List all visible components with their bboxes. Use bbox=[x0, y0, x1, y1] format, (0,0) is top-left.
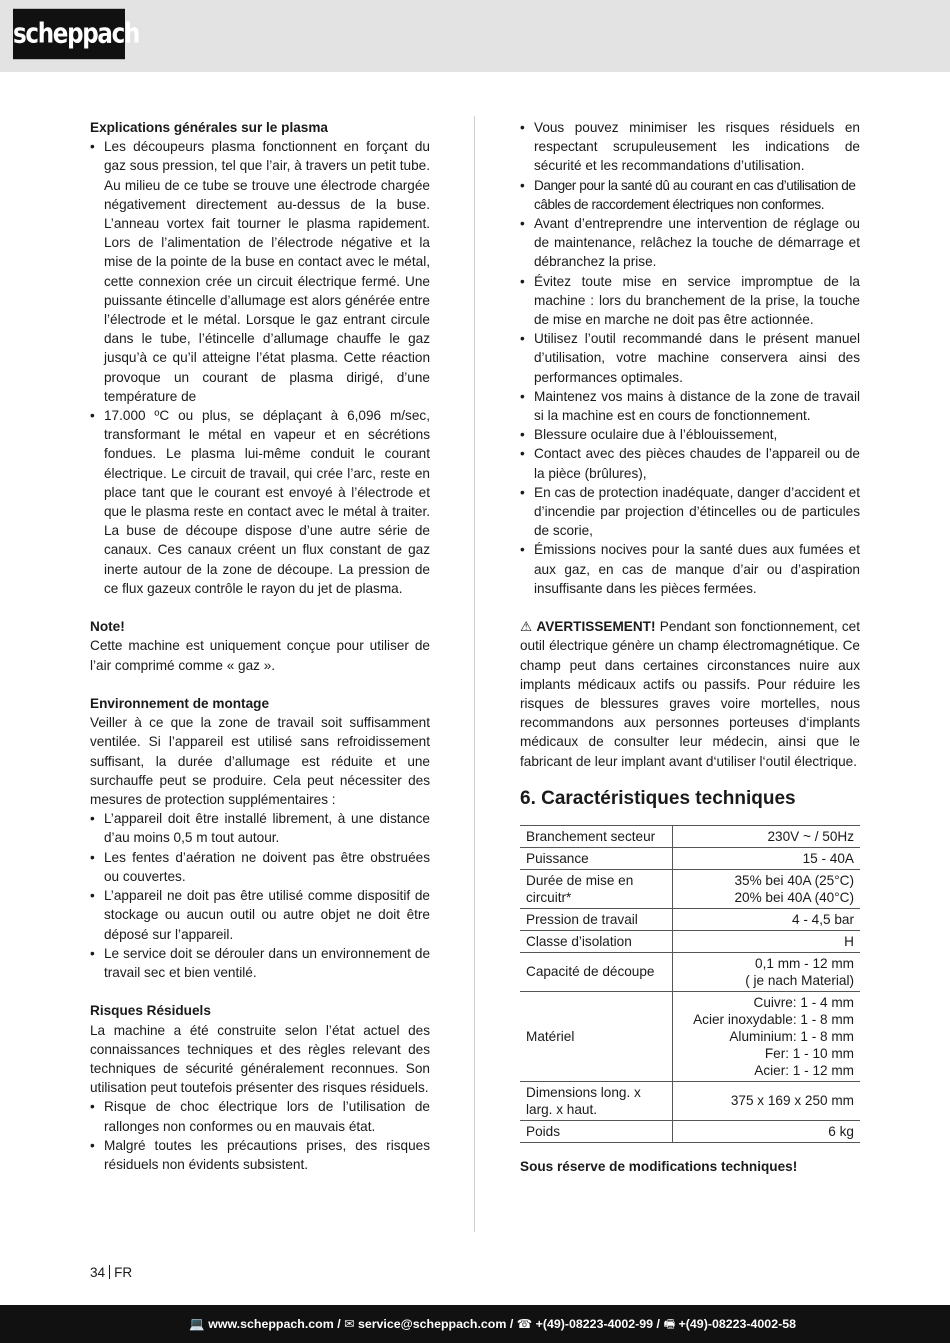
page-language: FR bbox=[114, 1265, 133, 1280]
specs-note: Sous réserve de modifications techniques! bbox=[520, 1158, 798, 1174]
note-title: Note! bbox=[90, 619, 125, 635]
environment-title: Environnement de montage bbox=[90, 696, 270, 712]
list-item: • Maintenez vos mains à distance de la zone de travail si la machine est en cours de fonctionnement. bbox=[520, 387, 860, 425]
footer-email[interactable]: service@scheppach.com bbox=[357, 1317, 507, 1331]
footer-contact: 💻 www.scheppach.com / ✉ service@scheppach.com / ☎ +(49)-08223-4002-99 / 🖷 +(49)-08223-4002-58 bbox=[189, 1317, 796, 1331]
list-item: • Les découpeurs plasma fonctionnent en forçant du gaz sous pression, tel que l’air, à travers un petit tube. Au milieu de ce tube se trouve une électrode chargée négativement directement au-dessus de la buse. L’anneau vortex fait tourner le plasma rapidement. Lors de l’alimentation de l’électrode négative et la mise de la pointe de la buse en contact avec le métal, cette connexion crée un circuit électrique fermé. Une puissante étincelle d’allumage est alors générée entre l’électrode et le métal. Lorsque le gaz entrant circule dans le tube, l’étincelle d’allumage chauffe le gaz jusqu’à ce qu’il atteigne l’état plasma. Cette réaction provoque un courant de plasma dirigé, d’une température de bbox=[90, 137, 430, 406]
spec-label: Poids bbox=[520, 1120, 673, 1142]
residual-risks-list bbox=[90, 1097, 430, 1174]
specs-table bbox=[520, 825, 860, 1143]
list-item: • Utilisez l’outil recommandé dans le présent manuel d’utilisation, votre machine conservera ainsi des performances optimales. bbox=[520, 329, 860, 387]
plasma-list bbox=[90, 137, 430, 598]
list-item: • Malgré toutes les précautions prises, des risques résiduels non évidents subsistent. bbox=[90, 1136, 430, 1174]
spec-row bbox=[520, 869, 860, 908]
computer-icon: 💻 bbox=[189, 1317, 205, 1331]
list-item: • L’appareil doit être installé librement, à une distance d’au moins 0,5 m tout autour. bbox=[90, 809, 430, 847]
list-item: • Avant d’entreprendre une intervention de réglage ou de maintenance, relâchez la touche de démarrage et débranchez la prise. bbox=[520, 214, 860, 272]
fax-icon: 🖷 bbox=[663, 1317, 676, 1331]
list-item: • Évitez toute mise en service impromptue de la machine : lors du branchement de la prise, la touche de mise en marche ne doit pas être actionnée. bbox=[520, 272, 860, 330]
spec-label: Puissance bbox=[520, 847, 673, 869]
spec-value: Cuivre: 1 - 4 mm Acier inoxydable: 1 - 8 mm Aluminium: 1 - 8 mm Fer: 1 - 10 mm Acier: 1 - 12 mm bbox=[673, 991, 861, 1081]
footer-website[interactable]: www.scheppach.com bbox=[208, 1317, 334, 1331]
list-item: • Danger pour la santé dû au courant en cas d’utilisation de câbles de raccordement électriques non conformes. bbox=[520, 176, 860, 214]
specs-heading: 6. Caractéristiques techniques bbox=[520, 787, 796, 809]
page-footer bbox=[0, 1305, 950, 1343]
left-column bbox=[90, 118, 430, 1174]
list-item: • Le service doit se dérouler dans un environnement de travail sec et bien ventilé. bbox=[90, 944, 430, 982]
residual-risks-text: La machine a été construite selon l’état actuel des connaissances techniques et des règles relevant des techniques de sécurité généralement reconnues. Son utilisation peut toutefois présenter des risques résiduels. bbox=[90, 1022, 430, 1096]
spec-value: H bbox=[673, 930, 861, 952]
spec-value: 15 - 40A bbox=[673, 847, 861, 869]
spec-value: 0,1 mm - 12 mm ( je nach Material) bbox=[673, 952, 861, 991]
note-text: Cette machine est uniquement conçue pour utiliser de l’air comprimé comme « gaz ». bbox=[90, 638, 430, 673]
spec-label: Branchement secteur bbox=[520, 825, 673, 847]
warning-paragraph bbox=[520, 617, 860, 771]
spec-row bbox=[520, 908, 860, 930]
scheppach-logo: scheppach bbox=[13, 9, 125, 59]
page-number bbox=[90, 1265, 132, 1280]
page-number-value: 34 bbox=[90, 1265, 106, 1280]
list-item: • 17.000 ºC ou plus, se déplaçant à 6,096 m/sec, transformant le métal en vapeur et en sécrétions fondues. Le plasma lui-même conduit le courant électrique. Le circuit de travail, qui crée l’arc, reste en place tant que le courant est envoyé à l’électrode et que le plasma reste en contact avec le métal à traiter. La buse de découpe dispose d’une autre série de canaux. Ces canaux créent un flux constant de gaz inerte autour de la zone de découpe. La pression de ce flux gazeux contrôle le rayon du jet de plasma. bbox=[90, 406, 430, 598]
spec-value: 35% bei 40A (25°C) 20% bei 40A (40°C) bbox=[673, 869, 861, 908]
list-item: • En cas de protection inadéquate, danger d’accident et d’incendie par projection d’étincelles ou de particules de scorie, bbox=[520, 483, 860, 541]
spec-label: Matériel bbox=[520, 991, 673, 1081]
residual-risks-title: Risques Résiduels bbox=[90, 1003, 211, 1019]
spec-row bbox=[520, 825, 860, 847]
spec-value: 6 kg bbox=[673, 1120, 861, 1142]
spec-value: 375 x 169 x 250 mm bbox=[673, 1081, 861, 1120]
list-item: • Émissions nocives pour la santé dues aux fumées et aux gaz, en cas de manque d’air ou d’aspiration insuffisante dans les pièces fermées. bbox=[520, 540, 860, 598]
warning-label: ⚠ AVERTISSEMENT! bbox=[520, 619, 656, 635]
spec-label: Pression de travail bbox=[520, 908, 673, 930]
plasma-title: Explications générales sur le plasma bbox=[90, 120, 328, 135]
environment-text: Veiller à ce que la zone de travail soit suffisamment ventilée. Si l’appareil est utilisé sans refroidissement suffisant, la durée d’allumage est réduite et une surchauffe peut se produire. Cela peut nécessiter des mesures de protection supplémentaires : bbox=[90, 715, 430, 808]
spec-label: Durée de mise en circuitr* bbox=[520, 869, 673, 908]
spec-row bbox=[520, 991, 860, 1081]
page-header bbox=[0, 0, 950, 72]
footer-fax: +(49)-08223-4002-58 bbox=[678, 1317, 796, 1331]
spec-value: 4 - 4,5 bar bbox=[673, 908, 861, 930]
list-item: • Vous pouvez minimiser les risques résiduels en respectant scrupuleusement les indications de sécurité et les recommandations d’utilisation. bbox=[520, 118, 860, 176]
phone-icon: ☎ bbox=[516, 1317, 533, 1331]
spec-row bbox=[520, 847, 860, 869]
spec-label: Dimensions long. x larg. x haut. bbox=[520, 1081, 673, 1120]
list-item: • Blessure oculaire due à l’éblouissement, bbox=[520, 425, 860, 444]
spec-row bbox=[520, 1081, 860, 1120]
list-item: • Les fentes d’aération ne doivent pas être obstruées ou couvertes. bbox=[90, 848, 430, 886]
spec-value: 230V ~ / 50Hz bbox=[673, 825, 861, 847]
right-column bbox=[520, 118, 860, 1176]
spec-row bbox=[520, 1120, 860, 1142]
list-item: • Contact avec des pièces chaudes de l’appareil ou de la pièce (brûlures), bbox=[520, 444, 860, 482]
spec-label: Classe d’isolation bbox=[520, 930, 673, 952]
warning-text: Pendant son fonctionnement, cet outil électrique génère un champ électromagnétique. Ce champ peut dans certaines circonstances nuire aux implants médicaux actifs ou passifs. Pour réduire les risques de blessures graves voire mortelles, nous recommandons aux personnes porteuses d‘implants médicaux de consulter leur médecin, ainsi que le fabricant de leur implant avant d‘utiliser l‘outil électrique. bbox=[520, 619, 860, 769]
footer-phone: +(49)-08223-4002-99 bbox=[535, 1317, 654, 1331]
environment-list bbox=[90, 809, 430, 982]
spec-row bbox=[520, 952, 860, 991]
spec-row bbox=[520, 930, 860, 952]
list-item: • L’appareil ne doit pas être utilisé comme dispositif de stockage ou aucun outil ou autre objet ne doit être déposé sur l’appareil. bbox=[90, 886, 430, 944]
risk-continuation-list bbox=[520, 118, 860, 598]
spec-label: Capacité de découpe bbox=[520, 952, 673, 991]
column-divider bbox=[474, 116, 475, 1232]
mail-icon: ✉ bbox=[344, 1317, 355, 1331]
list-item: • Risque de choc électrique lors de l’utilisation de rallonges non conformes ou en mauvais état. bbox=[90, 1097, 430, 1135]
